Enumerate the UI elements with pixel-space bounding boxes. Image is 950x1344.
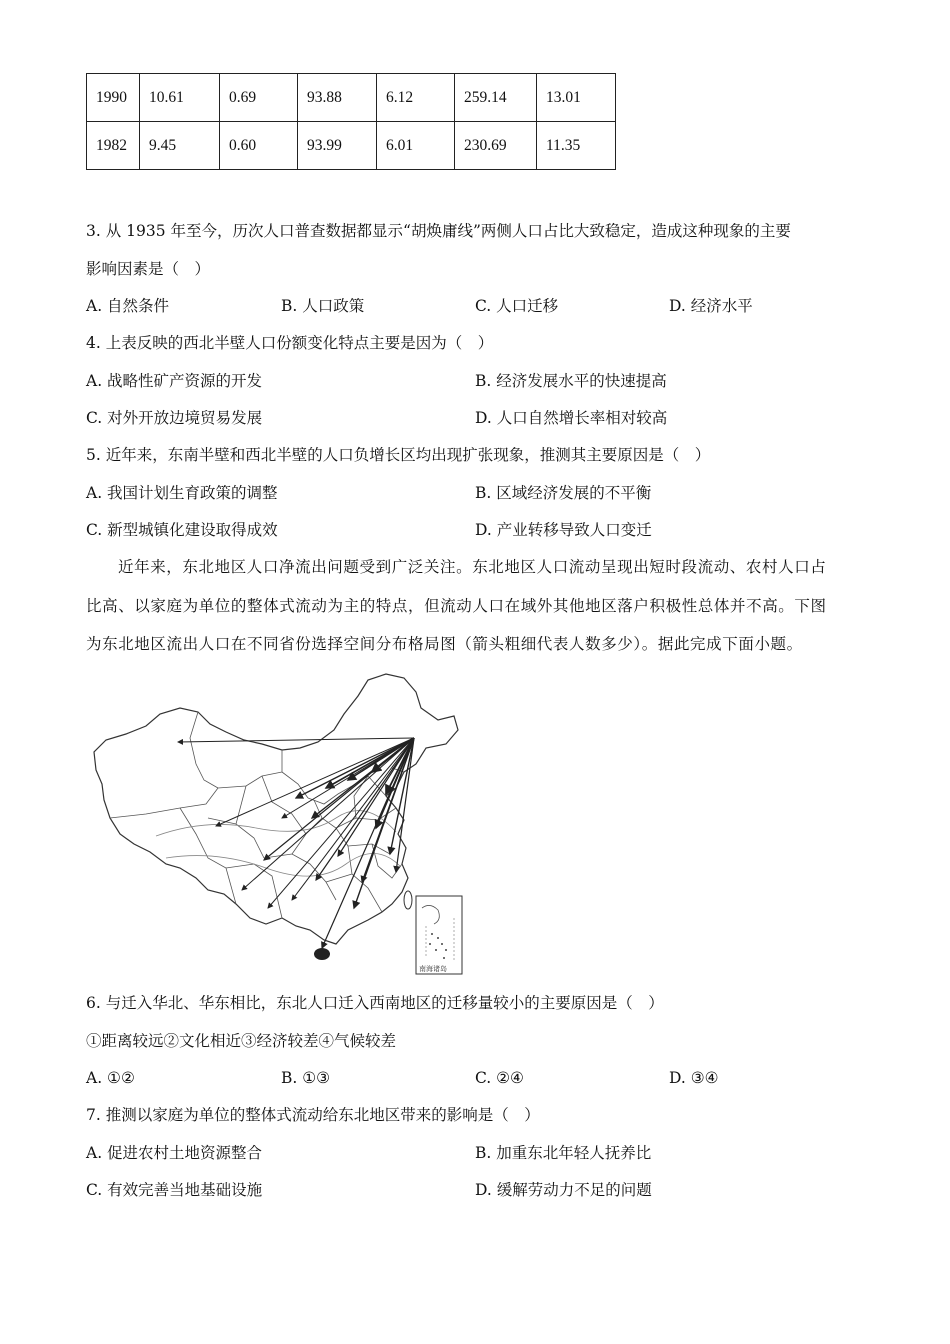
question-3-option-d[interactable]: D. 经济水平 <box>669 297 753 315</box>
question-3-stem: 3. 从 1935 年至今，历次人口普查数据都显示“胡焕庸线”两侧人口占比大致稳定，造成这种现象的主要 <box>86 222 791 240</box>
question-7-option-b[interactable]: B. 加重东北年轻人抚养比 <box>475 1144 652 1162</box>
question-7-stem: 7. 推测以家庭为单位的整体式流动给东北地区带来的影响是（ ） <box>86 1106 540 1124</box>
table-cell: 0.60 <box>220 122 298 170</box>
passage-line-2: 比高、以家庭为单位的整体式流动为主的特点，但流动人口在域外其他地区落户积极性总体并不高。下图 <box>86 597 827 615</box>
table-cell: 11.35 <box>537 122 616 170</box>
rivers <box>156 811 400 877</box>
question-3-option-b[interactable]: B. 人口政策 <box>281 297 365 315</box>
south-china-sea-inset <box>416 896 462 974</box>
question-7-option-c[interactable]: C. 有效完善当地基础设施 <box>86 1181 263 1199</box>
question-4-option-b[interactable]: B. 经济发展水平的快速提高 <box>475 372 667 390</box>
table-row <box>87 122 616 170</box>
table-row <box>87 74 616 122</box>
question-5-option-b[interactable]: B. 区域经济发展的不平衡 <box>475 484 652 502</box>
table-cell: 93.88 <box>298 74 377 122</box>
population-table <box>86 73 616 170</box>
inset-label: 南海诸岛 <box>419 966 447 973</box>
table-cell: 1982 <box>87 122 140 170</box>
table-cell: 10.61 <box>140 74 220 122</box>
question-5-stem: 5. 近年来，东南半壁和西北半壁的人口负增长区均出现扩张现象，推测其主要原因是（ ） <box>86 446 711 464</box>
question-6-option-a[interactable]: A. ①② <box>86 1069 135 1087</box>
passage-line-1: 近年来，东北地区人口净流出问题受到广泛关注。东北地区人口流动呈现出短时段流动、农村人口占 <box>118 558 827 576</box>
migration-arrows <box>178 738 414 948</box>
table-cell: 230.69 <box>455 122 537 170</box>
passage-line-3: 为东北地区流出人口在不同省份选择空间分布格局图（箭头粗细代表人数多少）。据此完成下面小题。 <box>86 635 803 653</box>
question-7-option-d[interactable]: D. 缓解劳动力不足的问题 <box>475 1181 652 1199</box>
question-3-option-c[interactable]: C. 人口迁移 <box>475 297 559 315</box>
question-6-option-b[interactable]: B. ①③ <box>281 1069 331 1087</box>
question-6-statements: ①距离较远②文化相近③经济较差④气候较差 <box>86 1032 397 1050</box>
question-7-option-a[interactable]: A. 促进农村土地资源整合 <box>86 1144 263 1162</box>
table-cell: 6.01 <box>377 122 455 170</box>
hainan-island <box>314 948 330 960</box>
question-3-option-a[interactable]: A. 自然条件 <box>86 297 170 315</box>
question-4-stem: 4. 上表反映的西北半壁人口份额变化特点主要是因为（ ） <box>86 334 494 352</box>
question-3-stem-cont: 影响因素是（ ） <box>86 260 211 278</box>
table-cell: 1990 <box>87 74 140 122</box>
question-4-option-d[interactable]: D. 人口自然增长率相对较高 <box>475 409 668 427</box>
table-cell: 93.99 <box>298 122 377 170</box>
china-outline <box>94 674 458 944</box>
table-cell: 6.12 <box>377 74 455 122</box>
migration-map <box>86 668 476 978</box>
question-5-option-d[interactable]: D. 产业转移导致人口变迁 <box>475 521 652 539</box>
question-6-option-d[interactable]: D. ③④ <box>669 1069 719 1087</box>
china-map-svg <box>86 668 476 978</box>
question-6-option-c[interactable]: C. ②④ <box>475 1069 524 1087</box>
question-6-stem: 6. 与迁入华北、华东相比，东北人口迁入西南地区的迁移量较小的主要原因是（ ） <box>86 994 664 1012</box>
question-4-option-c[interactable]: C. 对外开放边境贸易发展 <box>86 409 263 427</box>
table-cell: 13.01 <box>537 74 616 122</box>
table-cell: 0.69 <box>220 74 298 122</box>
table-cell: 9.45 <box>140 122 220 170</box>
table-cell: 259.14 <box>455 74 537 122</box>
question-5-option-c[interactable]: C. 新型城镇化建设取得成效 <box>86 521 278 539</box>
question-5-option-a[interactable]: A. 我国计划生育政策的调整 <box>86 484 278 502</box>
taiwan-island <box>404 891 412 909</box>
question-4-option-a[interactable]: A. 战略性矿产资源的开发 <box>86 372 263 390</box>
